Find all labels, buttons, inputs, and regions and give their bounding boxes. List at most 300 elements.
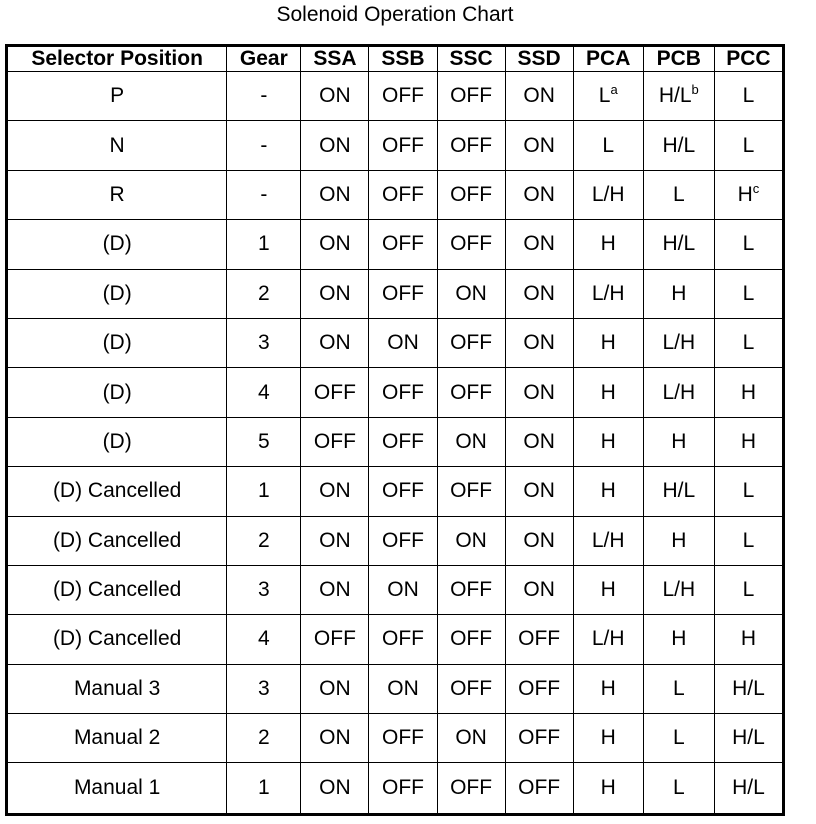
cell-value: OFF [450, 676, 493, 700]
table-row [7, 516, 784, 565]
cell-pcc [714, 763, 783, 815]
cell-ssc [437, 615, 505, 664]
cell-value: OFF [313, 627, 356, 651]
cell-value: - [260, 182, 268, 206]
cell-value: OFF [381, 528, 424, 552]
cell-pca [573, 220, 643, 269]
cell-pca [573, 664, 643, 713]
cell-value: ON [319, 281, 351, 305]
cell-value: L [598, 84, 611, 108]
cell-value: R [109, 182, 125, 206]
cell-gear [227, 664, 301, 713]
cell-ssc [437, 516, 505, 565]
cell-value: 1 [257, 479, 270, 503]
header-ssc: SSC [437, 46, 505, 72]
header-ssa: SSA [301, 46, 369, 72]
cell-pcb [643, 565, 714, 614]
cell-ssb [369, 170, 437, 219]
cell-ssc [437, 318, 505, 367]
cell-ssa [301, 417, 369, 466]
cell-value: 3 [257, 676, 270, 700]
cell-pcc [714, 615, 783, 664]
cell-value: L [742, 133, 755, 157]
cell-value: ON [523, 84, 555, 108]
cell-value: Manual 2 [73, 726, 161, 750]
cell-selector-position [7, 318, 227, 367]
cell-value: L/H [591, 281, 625, 305]
cell-value: Manual 1 [73, 776, 161, 800]
cell-value: OFF [313, 429, 356, 453]
cell-ssd [505, 170, 573, 219]
cell-value: H/L [662, 479, 696, 503]
cell-gear [227, 72, 301, 121]
cell-pca [573, 467, 643, 516]
footnote-marker: b [691, 82, 699, 98]
cell-value: L [742, 84, 755, 108]
header-ssd: SSD [505, 46, 573, 72]
footnote-marker: a [610, 82, 618, 98]
cell-ssa [301, 220, 369, 269]
cell-value: H [600, 726, 616, 750]
cell-value: L/H [591, 528, 625, 552]
cell-pcc [714, 170, 783, 219]
table-row [7, 467, 784, 516]
cell-selector-position [7, 220, 227, 269]
cell-pcb [643, 615, 714, 664]
cell-ssc [437, 72, 505, 121]
cell-value: P [110, 84, 125, 108]
cell-ssb [369, 220, 437, 269]
cell-value: L [672, 776, 685, 800]
table-row [7, 565, 784, 614]
header-gear: Gear [227, 46, 301, 72]
cell-value: L/H [591, 182, 625, 206]
cell-value: ON [319, 578, 351, 602]
cell-ssb [369, 615, 437, 664]
table-row [7, 269, 784, 318]
cell-ssd [505, 516, 573, 565]
cell-value: OFF [450, 479, 493, 503]
cell-value: 3 [257, 331, 270, 355]
cell-pcb [643, 714, 714, 763]
cell-value: OFF [381, 281, 424, 305]
cell-pcb [643, 368, 714, 417]
cell-pcb [643, 72, 714, 121]
table-row [7, 664, 784, 713]
cell-value: ON [455, 528, 487, 552]
cell-value: H [740, 380, 756, 404]
cell-value: H [600, 429, 616, 453]
cell-value: OFF [518, 676, 561, 700]
cell-value: ON [523, 578, 555, 602]
cell-value: (D) Cancelled [52, 627, 182, 651]
cell-value: L [742, 281, 755, 305]
cell-ssa [301, 269, 369, 318]
cell-pca [573, 565, 643, 614]
cell-pcc [714, 565, 783, 614]
cell-value: 1 [257, 776, 270, 800]
cell-pca [573, 763, 643, 815]
cell-ssb [369, 714, 437, 763]
cell-value: H [737, 182, 753, 206]
cell-selector-position [7, 714, 227, 763]
cell-pca [573, 615, 643, 664]
table-header-row [7, 46, 784, 72]
cell-value: Manual 3 [73, 676, 161, 700]
cell-value: ON [319, 84, 351, 108]
cell-ssb [369, 763, 437, 815]
cell-value: ON [319, 232, 351, 256]
cell-value: OFF [450, 232, 493, 256]
cell-value: (D) [102, 380, 132, 404]
cell-value: OFF [450, 627, 493, 651]
cell-ssb [369, 565, 437, 614]
table-row [7, 220, 784, 269]
table-row [7, 170, 784, 219]
cell-gear [227, 121, 301, 170]
cell-pcb [643, 318, 714, 367]
cell-value: ON [523, 281, 555, 305]
cell-selector-position [7, 417, 227, 466]
cell-pcb [643, 467, 714, 516]
cell-ssa [301, 763, 369, 815]
cell-gear [227, 170, 301, 219]
cell-value: (D) [102, 429, 132, 453]
cell-pcc [714, 72, 783, 121]
cell-value: H/L [732, 676, 765, 700]
cell-value: OFF [450, 380, 493, 404]
header-pcb: PCB [643, 46, 714, 72]
cell-value: H [600, 380, 616, 404]
table-row [7, 72, 784, 121]
cell-ssd [505, 72, 573, 121]
cell-value: (D) [102, 232, 132, 256]
cell-pcc [714, 467, 783, 516]
cell-value: 2 [257, 726, 270, 750]
cell-value: ON [319, 133, 351, 157]
cell-ssd [505, 417, 573, 466]
cell-gear [227, 220, 301, 269]
cell-value: ON [319, 726, 351, 750]
cell-value: H [671, 429, 687, 453]
cell-pcc [714, 121, 783, 170]
cell-ssb [369, 417, 437, 466]
cell-value: H [671, 528, 687, 552]
cell-ssb [369, 467, 437, 516]
cell-ssd [505, 467, 573, 516]
cell-value: ON [319, 676, 351, 700]
cell-ssd [505, 368, 573, 417]
cell-value: L [742, 331, 755, 355]
cell-value: - [260, 133, 268, 157]
cell-ssc [437, 417, 505, 466]
cell-pca [573, 170, 643, 219]
cell-gear [227, 615, 301, 664]
cell-pcb [643, 170, 714, 219]
cell-ssd [505, 714, 573, 763]
cell-value: OFF [450, 84, 493, 108]
cell-value: H/L [662, 133, 696, 157]
cell-value: L [742, 528, 755, 552]
cell-selector-position [7, 467, 227, 516]
cell-selector-position [7, 72, 227, 121]
cell-selector-position [7, 121, 227, 170]
cell-value: 1 [257, 232, 270, 256]
table-body [7, 72, 784, 815]
cell-selector-position [7, 565, 227, 614]
cell-ssd [505, 220, 573, 269]
cell-value: L [742, 232, 755, 256]
cell-ssd [505, 318, 573, 367]
cell-value: (D) [102, 331, 132, 355]
cell-value: H [600, 232, 616, 256]
cell-pcb [643, 763, 714, 815]
cell-value: ON [387, 676, 419, 700]
cell-value: OFF [381, 479, 424, 503]
cell-value: H [600, 776, 616, 800]
cell-pcb [643, 664, 714, 713]
cell-value: H [600, 479, 616, 503]
cell-value: ON [319, 528, 351, 552]
cell-value: N [109, 133, 125, 157]
cell-value: ON [523, 429, 555, 453]
cell-gear [227, 714, 301, 763]
cell-gear [227, 467, 301, 516]
table-row [7, 615, 784, 664]
cell-ssa [301, 565, 369, 614]
cell-value: L [742, 578, 755, 602]
cell-pcc [714, 269, 783, 318]
cell-value: OFF [381, 429, 424, 453]
cell-value: ON [523, 479, 555, 503]
cell-selector-position [7, 516, 227, 565]
cell-value: OFF [518, 776, 561, 800]
cell-value: OFF [381, 232, 424, 256]
cell-value: L [742, 479, 755, 503]
cell-ssd [505, 615, 573, 664]
cell-ssd [505, 763, 573, 815]
cell-ssc [437, 121, 505, 170]
cell-selector-position [7, 763, 227, 815]
cell-ssc [437, 714, 505, 763]
cell-ssa [301, 170, 369, 219]
cell-ssb [369, 72, 437, 121]
cell-ssc [437, 368, 505, 417]
cell-gear [227, 516, 301, 565]
cell-ssb [369, 121, 437, 170]
cell-value: OFF [450, 182, 493, 206]
cell-value: H [671, 627, 687, 651]
cell-selector-position [7, 664, 227, 713]
table-row [7, 318, 784, 367]
cell-value: ON [319, 776, 351, 800]
cell-ssa [301, 516, 369, 565]
cell-value: OFF [450, 331, 493, 355]
cell-gear [227, 763, 301, 815]
cell-value: H [740, 429, 756, 453]
cell-value: OFF [518, 627, 561, 651]
cell-gear [227, 368, 301, 417]
cell-value: OFF [450, 578, 493, 602]
cell-ssd [505, 565, 573, 614]
cell-value: ON [319, 331, 351, 355]
header-selector-position: Selector Position [7, 46, 227, 72]
cell-ssa [301, 714, 369, 763]
cell-ssb [369, 318, 437, 367]
cell-value: 4 [257, 627, 270, 651]
cell-gear [227, 417, 301, 466]
table-row [7, 763, 784, 815]
cell-ssa [301, 72, 369, 121]
cell-pca [573, 269, 643, 318]
cell-pcb [643, 417, 714, 466]
cell-pca [573, 417, 643, 466]
cell-gear [227, 269, 301, 318]
cell-value: (D) Cancelled [52, 479, 182, 503]
cell-pcb [643, 516, 714, 565]
cell-ssc [437, 565, 505, 614]
cell-ssb [369, 269, 437, 318]
cell-value: L [672, 182, 685, 206]
cell-value: L [602, 133, 615, 157]
cell-pcb [643, 269, 714, 318]
cell-pca [573, 714, 643, 763]
cell-value: H/L [732, 776, 765, 800]
header-ssb: SSB [369, 46, 437, 72]
cell-value: (D) Cancelled [52, 528, 182, 552]
cell-pcc [714, 516, 783, 565]
cell-value: 4 [257, 380, 270, 404]
cell-value: OFF [450, 133, 493, 157]
cell-pca [573, 516, 643, 565]
cell-value: L/H [662, 331, 696, 355]
cell-value: ON [523, 528, 555, 552]
cell-pcc [714, 417, 783, 466]
cell-ssb [369, 368, 437, 417]
cell-value: ON [455, 281, 487, 305]
cell-ssb [369, 516, 437, 565]
header-pca: PCA [573, 46, 643, 72]
cell-value: OFF [518, 726, 561, 750]
cell-value: ON [523, 133, 555, 157]
cell-value: OFF [313, 380, 356, 404]
cell-value: L [672, 726, 685, 750]
cell-pcc [714, 714, 783, 763]
cell-ssd [505, 664, 573, 713]
cell-ssc [437, 467, 505, 516]
cell-value: OFF [381, 776, 424, 800]
cell-value: H/L [732, 726, 765, 750]
cell-value: L/H [662, 578, 696, 602]
cell-ssa [301, 318, 369, 367]
cell-value: ON [319, 479, 351, 503]
cell-value: ON [387, 578, 419, 602]
cell-value: ON [523, 182, 555, 206]
cell-value: ON [319, 182, 351, 206]
cell-value: OFF [450, 776, 493, 800]
cell-value: L [672, 676, 685, 700]
cell-ssc [437, 763, 505, 815]
cell-pca [573, 72, 643, 121]
cell-ssa [301, 615, 369, 664]
cell-pcc [714, 318, 783, 367]
cell-ssc [437, 664, 505, 713]
cell-value: L/H [591, 627, 625, 651]
cell-selector-position [7, 170, 227, 219]
cell-ssa [301, 368, 369, 417]
cell-value: (D) [102, 281, 132, 305]
table-row [7, 121, 784, 170]
cell-ssd [505, 121, 573, 170]
cell-pca [573, 368, 643, 417]
cell-value: OFF [381, 182, 424, 206]
solenoid-operation-table [5, 44, 785, 816]
cell-value: H/L [658, 84, 692, 108]
header-pcc: PCC [714, 46, 783, 72]
cell-pcb [643, 220, 714, 269]
chart-title: Solenoid Operation Chart [276, 3, 514, 26]
cell-value: ON [523, 331, 555, 355]
cell-gear [227, 318, 301, 367]
cell-ssc [437, 269, 505, 318]
cell-ssb [369, 664, 437, 713]
cell-value: 3 [257, 578, 270, 602]
cell-value: - [260, 84, 268, 108]
cell-gear [227, 565, 301, 614]
cell-value: L/H [662, 380, 696, 404]
cell-value: ON [523, 380, 555, 404]
cell-value: H/L [662, 232, 696, 256]
table-row [7, 714, 784, 763]
cell-value: ON [387, 331, 419, 355]
cell-ssa [301, 121, 369, 170]
cell-pcc [714, 368, 783, 417]
cell-ssa [301, 467, 369, 516]
cell-value: OFF [381, 133, 424, 157]
cell-selector-position [7, 269, 227, 318]
cell-selector-position [7, 368, 227, 417]
cell-pcc [714, 664, 783, 713]
cell-value: ON [455, 429, 487, 453]
cell-pca [573, 121, 643, 170]
cell-value: ON [523, 232, 555, 256]
cell-value: 2 [257, 528, 270, 552]
cell-pca [573, 318, 643, 367]
cell-ssc [437, 170, 505, 219]
cell-value: H [671, 281, 687, 305]
cell-value: H [600, 578, 616, 602]
cell-value: 5 [257, 429, 270, 453]
cell-value: OFF [381, 726, 424, 750]
table-row [7, 417, 784, 466]
cell-value: OFF [381, 84, 424, 108]
table-row [7, 368, 784, 417]
cell-pcc [714, 220, 783, 269]
cell-ssd [505, 269, 573, 318]
cell-value: 2 [257, 281, 270, 305]
footnote-marker: c [752, 180, 760, 196]
cell-value: ON [455, 726, 487, 750]
cell-value: OFF [381, 627, 424, 651]
cell-value: H [600, 676, 616, 700]
cell-value: OFF [381, 380, 424, 404]
cell-value: H [740, 627, 756, 651]
cell-value: H [600, 331, 616, 355]
cell-ssc [437, 220, 505, 269]
cell-selector-position [7, 615, 227, 664]
cell-pcb [643, 121, 714, 170]
cell-value: (D) Cancelled [52, 578, 182, 602]
